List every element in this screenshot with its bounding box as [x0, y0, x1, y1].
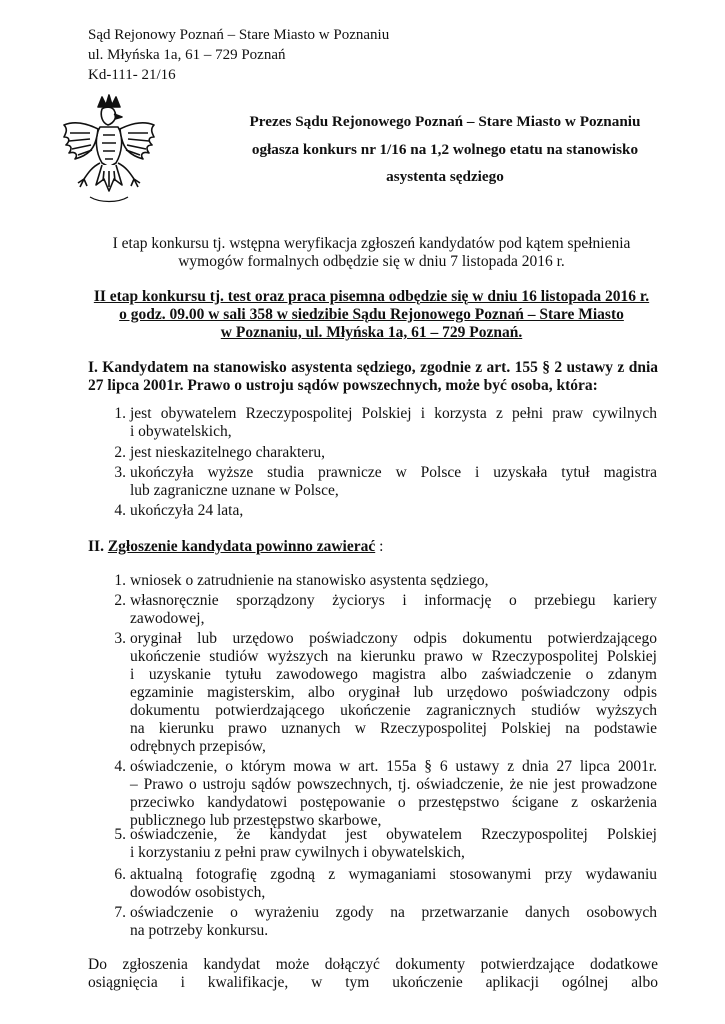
list-item-cont: i obywatelskich,: [130, 423, 232, 440]
list-item: własnoręcznie sporządzony życiorys i informację o przebiegu kariery: [130, 592, 657, 609]
stage2-line3: w Poznaniu, ul. Młyńska 1a, 61 – 729 Poznań.: [220, 324, 523, 341]
list-item-number: 2.: [114, 592, 126, 609]
list-item-number: 3.: [114, 630, 126, 647]
list-item-cont: odrębnych przepisów,: [130, 738, 266, 755]
reference-number: Kd-111- 21/16: [88, 67, 176, 83]
list-item-number: 5.: [114, 826, 126, 843]
list-item-cont: zawodowej,: [130, 610, 205, 627]
list-item: oświadczenie, że kandydat jest obywatelem Rzeczypospolitej Polskiej: [130, 826, 657, 843]
stage1-line1: I etap konkursu tj. wstępna weryfikacja zgłoszeń kandydatów pod kątem spełnienia: [112, 235, 631, 252]
section1-heading-line1: I. Kandydatem na stanowisko asystenta sędziego, zgodnie z art. 155 § 2 ustawy z dnia: [88, 359, 658, 376]
announcement-title-line2: ogłasza konkurs nr 1/16 na 1,2 wolnego etatu na stanowisko: [251, 141, 639, 158]
list-item-number: 7.: [114, 904, 126, 921]
stage1-line2: wymogów formalnych odbędzie się w dniu 7 listopada 2016 r.: [178, 253, 565, 270]
section2-heading-text: Zgłoszenie kandydata powinno zawierać: [107, 538, 376, 555]
list-item: ukończyła wyższe studia prawnicze w Polsce i uzyskała tytuł magistra: [130, 464, 657, 481]
list-item-cont: i uzyskanie tytułu zawodowego magistra albo zaświadczenie o zdanym: [130, 666, 657, 683]
section2-heading: [88, 538, 658, 557]
list-item-cont: – Prawo o ustroju sądów powszechnych, tj. oświadczenie, że nie jest prowadzone: [130, 776, 657, 793]
list-item: aktualną fotografię zgodną z wymaganiami stosowanymi przy wydawaniu: [130, 866, 657, 883]
court-name: Sąd Rejonowy Poznań – Stare Miasto w Poznaniu: [88, 27, 390, 43]
list-item-cont: publicznego lub przestępstwo skarbowe,: [130, 812, 382, 829]
section2-heading-prefix: II.: [88, 538, 108, 555]
court-address: ul. Młyńska 1a, 61 – 729 Poznań: [88, 47, 286, 63]
closing-line1: Do zgłoszenia kandydat może dołączyć dokumenty potwierdzające dodatkowe: [88, 956, 658, 973]
stage2-line1: II etap konkursu tj. test oraz praca pisemna odbędzie się w dniu 16 listopada 2016 r.: [93, 288, 650, 305]
list-item-number: 1.: [114, 405, 126, 422]
list-item-cont: lub zagraniczne uznane w Polsce,: [130, 482, 339, 499]
list-item-number: 2.: [114, 444, 126, 461]
list-item: oryginał lub urzędowo poświadczony odpis dokumentu potwierdzającego: [130, 630, 657, 647]
list-item: oświadczenie o wyrażeniu zgody na przetwarzanie danych osobowych: [130, 904, 657, 921]
list-item-cont: na potrzeby konkursu.: [130, 922, 269, 939]
section1-heading-line2: 27 lipca 2001r. Prawo o ustroju sądów powszechnych, może być osoba, która:: [88, 377, 598, 394]
list-item-cont: dokumentu potwierdzającego ukończenie zagranicznych studiów wyższych: [130, 702, 657, 719]
list-item-number: 3.: [114, 464, 126, 481]
list-item-number: 6.: [114, 866, 126, 883]
list-item: wniosek o zatrudnienie na stanowisko asystenta sędziego,: [130, 572, 489, 589]
section2-heading-suffix: :: [375, 538, 384, 555]
announcement-title-line1: Prezes Sądu Rejonowego Poznań – Stare Miasto w Poznaniu: [249, 113, 641, 130]
list-item: ukończyła 24 lata,: [130, 502, 244, 519]
list-item: jest obywatelem Rzeczypospolitej Polskiej i korzysta z pełni praw cywilnych: [130, 405, 657, 422]
list-item-cont: egzaminie magisterskim, albo oryginał lub urzędowo poświadczony odpis: [130, 684, 657, 701]
list-item: jest nieskazitelnego charakteru,: [130, 444, 325, 461]
closing-line2: osiągnięcia i kwalifikacje, w tym ukończenie aplikacji ogólnej albo: [88, 974, 658, 991]
list-item-cont: dowodów osobistych,: [130, 884, 266, 901]
list-item-cont: ukończenie studiów wyższych na kierunku prawo w Rzeczypospolitej Polskiej: [130, 648, 657, 665]
list-item-number: 4.: [114, 758, 126, 775]
list-item: oświadczenie, o którym mowa w art. 155a § 6 ustawy z dnia 27 lipca 2001r.: [130, 758, 657, 775]
list-item-number: 4.: [114, 502, 126, 519]
list-item-cont: i korzystaniu z pełni praw cywilnych i obywatelskich,: [130, 844, 465, 861]
list-item-cont: przeciwko kandydatowi postępowanie o przestępstwo ścigane z oskarżenia: [130, 794, 657, 811]
list-item-cont: na kierunku prawo uznanych w Rzeczypospolitej Polskiej na podstawie: [130, 720, 657, 737]
list-item-number: 1.: [114, 572, 126, 589]
stage2-line2: o godz. 09.00 w sali 358 w siedzibie Sądu Rejonowego Poznań – Stare Miasto: [119, 306, 624, 323]
polish-eagle-emblem-icon: [60, 93, 158, 208]
announcement-title-line3: asystenta sędziego: [386, 168, 504, 185]
